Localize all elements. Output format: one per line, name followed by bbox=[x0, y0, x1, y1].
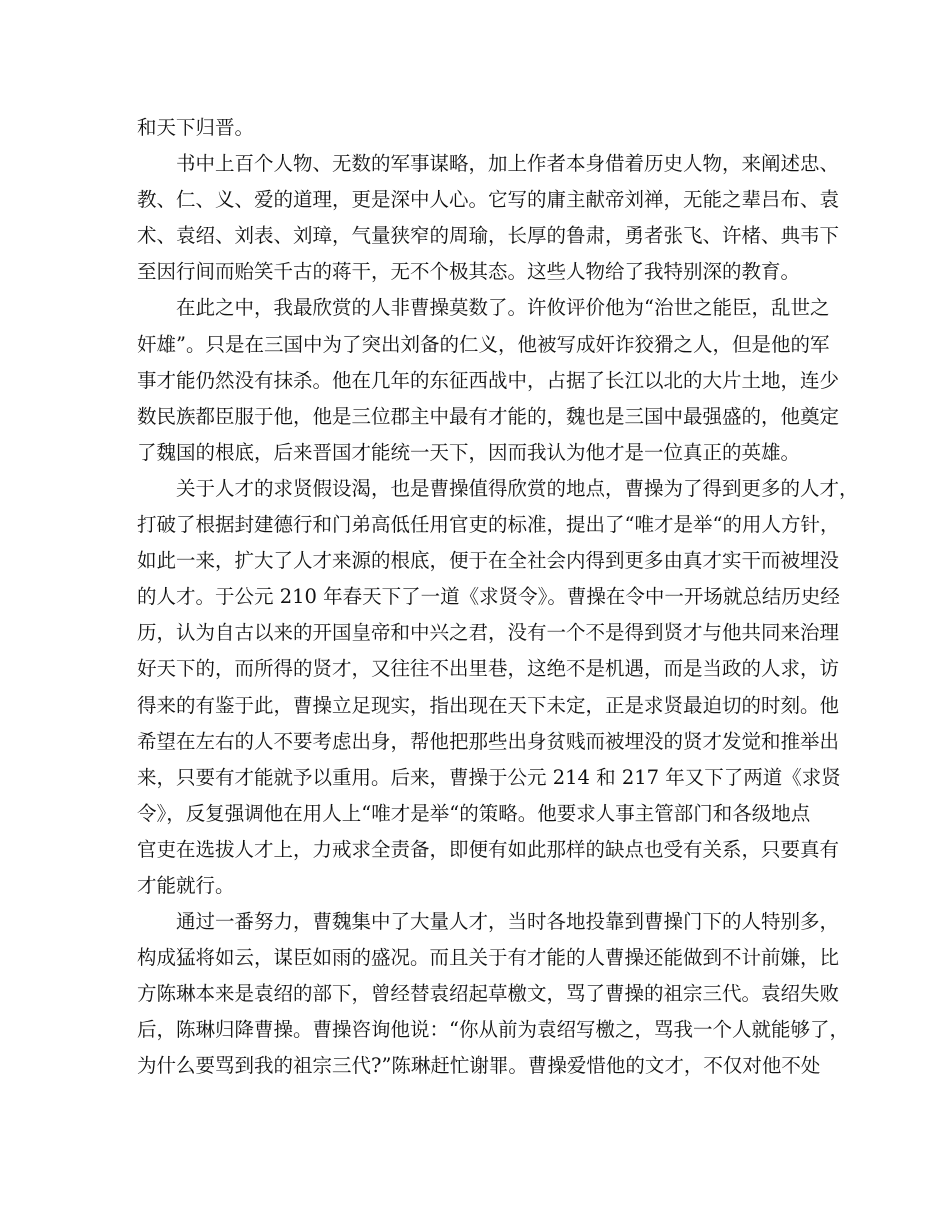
paragraph-5 bbox=[137, 904, 849, 1084]
text-line: 才能就行。 bbox=[137, 873, 235, 897]
document-body bbox=[137, 110, 859, 1085]
text-line: 打破了根据封建德行和门弟高低任用官吏的标准，提出了“唯才是举“的用人方针， bbox=[137, 513, 840, 537]
text-line: 书中上百个人物、无数的军事谋略，加上作者本身借着历史人物，来阐述忠、 bbox=[176, 152, 840, 176]
paragraph-2 bbox=[137, 146, 840, 290]
text-line: 得来的有鉴于此，曹操立足现实，指出现在天下未定，正是求贤最迫切的时刻。他 bbox=[137, 693, 840, 717]
text-line: 方陈琳本来是袁绍的部下，曾经替袁绍起草檄文，骂了曹操的祖宗三代。袁绍失败 bbox=[137, 982, 840, 1006]
text-line: 好天下的，而所得的贤才，又往往不出里巷，这绝不是机遇，而是当政的人求，访 bbox=[137, 657, 840, 681]
text-line: 了魏国的根底，后来晋国才能统一天下，因而我认为他才是一位真正的英雄。 bbox=[137, 440, 801, 464]
text-line: 历，认为自古以来的开国皇帝和中兴之君，没有一个不是得到贤才与他共同来治理 bbox=[137, 621, 840, 645]
text-line: 数民族都臣服于他，他是三位郡主中最有才能的，魏也是三国中最强盛的，他奠定 bbox=[137, 404, 840, 428]
paragraph-1 bbox=[137, 110, 827, 146]
text-line: 来，只要有才能就予以重用。后来，曹操于公元 214 和 217 年又下了两道《求贤 bbox=[137, 765, 841, 789]
text-line: 至因行间而贻笑千古的蒋干，无不个极其态。这些人物给了我特别深的教育。 bbox=[137, 260, 801, 284]
text-line: 为什么要骂到我的祖宗三代?”陈琳赶忙谢罪。曹操爱惜他的文才，不仅对他不处 bbox=[137, 1054, 821, 1078]
text-line: 如此一来，扩大了人才来源的根底，便于在全社会内得到更多由真才实干而被埋没 bbox=[137, 549, 840, 573]
text-line: 令》，反复强调他在用人上“唯才是举“的策略。他要求人事主管部门和各级地点 bbox=[137, 801, 811, 825]
text-line: 和天下归晋。 bbox=[137, 116, 255, 139]
text-line: 关于人才的求贤假设渴，也是曹操值得欣赏的地点，曹操为了得到更多的人才， bbox=[176, 476, 859, 500]
text-line: 后，陈琳归降曹操。曹操咨询他说：“你从前为袁绍写檄之，骂我一个人就能够了， bbox=[137, 1018, 849, 1042]
text-line: 在此之中，我最欣赏的人非曹操莫数了。许攸评价他为“治世之能臣，乱世之 bbox=[176, 296, 830, 320]
text-line: 教、仁、义、爱的道理，更是深中人心。它写的庸主献帝刘禅，无能之辈吕布、袁 bbox=[137, 188, 840, 212]
text-line: 构成猛将如云，谋臣如雨的盛况。而且关于有才能的人曹操还能做到不计前嫌，比 bbox=[137, 946, 840, 970]
text-line: 奸雄”。只是在三国中为了突出刘备的仁义，他被写成奸诈狡猾之人，但是他的军 bbox=[137, 332, 830, 356]
text-line: 官吏在选拔人才上，力戒求全责备，即便有如此那样的缺点也受有关系，只要真有 bbox=[137, 837, 840, 861]
text-line: 事才能仍然没有抹杀。他在几年的东征西战中，占据了长江以北的大片土地，连少 bbox=[137, 368, 840, 392]
paragraph-4 bbox=[137, 471, 859, 904]
text-line: 术、袁绍、刘表、刘璋，气量狭窄的周瑜，长厚的鲁肃，勇者张飞、许楮、典韦下 bbox=[137, 224, 840, 248]
text-line: 的人才。于公元 210 年春天下了一道《求贤令》。曹操在令中一开场就总结历史经 bbox=[137, 585, 840, 609]
paragraph-3 bbox=[137, 290, 840, 470]
text-line: 希望在左右的人不要考虑出身，帮他把那些出身贫贱而被埋没的贤才发觉和推举出 bbox=[137, 729, 840, 753]
text-line: 通过一番努力，曹魏集中了大量人才，当时各地投靠到曹操门下的人特别多， bbox=[176, 910, 840, 934]
